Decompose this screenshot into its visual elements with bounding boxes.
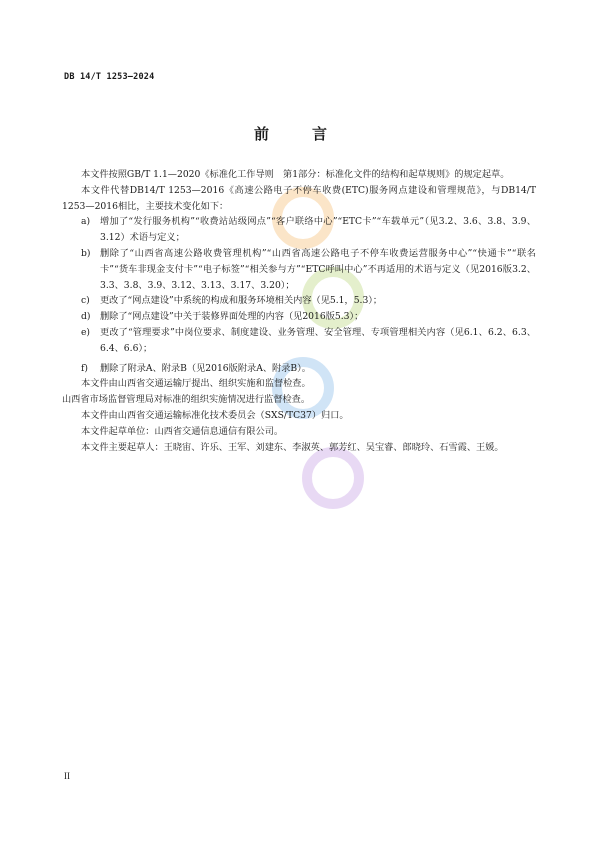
change-item-label: a) (81, 216, 91, 228)
change-item-label: b) (81, 247, 91, 259)
paragraph-committee: 本文件由山西省交通运输标准化技术委员会（SXS/TC37）归口。 (81, 409, 349, 421)
change-item-text: 删除了“网点建设”中关于装修界面处理的内容（见2016版5.3）； (100, 311, 364, 323)
document-body (62, 167, 536, 455)
paragraph-proposer: 本文件由山西省交通运输厅提出、组织实施和监督检查。 (81, 378, 311, 390)
change-item (62, 325, 536, 357)
paragraph-drafting-unit: 本文件起草单位：山西省交通信息通信有限公司。 (81, 425, 284, 437)
change-item-text: 删除了“山西省高速公路收费管理机构”“山西省高速公路电子不停车收费运营服务中心”“快通卡”“联名卡”“货车非现金支付卡”“电子标签”“相关参与方”“ETC呼叫中心”不再适用的术语与定义（见2016版3.2、3.3、3.8、3.9、3.12、3.13、3.17、3.20）； (100, 247, 536, 291)
change-item (62, 214, 536, 246)
page-number: II (64, 771, 70, 781)
change-item (62, 309, 536, 325)
paragraph-supervision: 山西省市场监督管理局对标准的组织实施情况进行监督检查。 (62, 394, 311, 406)
paragraph-replacement: 本文件代替DB14/T 1253—2016《高速公路电子不停车收费(ETC)服务网点建设和管理规范》，与DB14/T 1253—2016相比，主要技术变化如下： (62, 184, 536, 212)
change-item-text: 删除了附录A、附录B（见2016版附录A、附录B）。 (100, 362, 311, 374)
change-item-label: f) (81, 362, 88, 374)
change-item-label: e) (81, 326, 91, 338)
standard-code: DB 14/T 1253—2024 (64, 72, 155, 82)
change-item-label: c) (81, 295, 90, 307)
paragraph-drafting-basis: 本文件按照GB/T 1.1—2020《标准化工作导则 第1部分：标准化文件的结构和起草规则》的规定起草。 (81, 169, 510, 180)
page-title: 前 言 (253, 125, 341, 143)
change-item-text: 更改了“管理要求”中岗位要求、制度建设、业务管理、安全管理、专项管理相关内容（见6.1、6.2、6.3、6.4、6.6）； (100, 326, 536, 354)
change-item-text: 增加了“发行服务机构”“收费站站级网点”“客户联络中心”“ETC卡”“车载单元”（见3.2、3.6、3.8、3.9、3.12）术语与定义； (100, 216, 536, 244)
change-item (62, 246, 536, 293)
change-item-label: d) (81, 311, 91, 323)
change-item (62, 293, 536, 309)
change-item-text: 更改了“网点建设”中系统的构成和服务环境相关内容（见5.1，5.3）； (100, 295, 383, 307)
change-item (62, 361, 536, 377)
watermark-circle-4 (307, 452, 359, 504)
paragraph-drafters: 本文件主要起草人：王晓宙、许乐、王军、刘建东、李淑英、郭芳红、吴宝睿、郎晓玲、石雪霞、王媛。 (81, 441, 504, 453)
